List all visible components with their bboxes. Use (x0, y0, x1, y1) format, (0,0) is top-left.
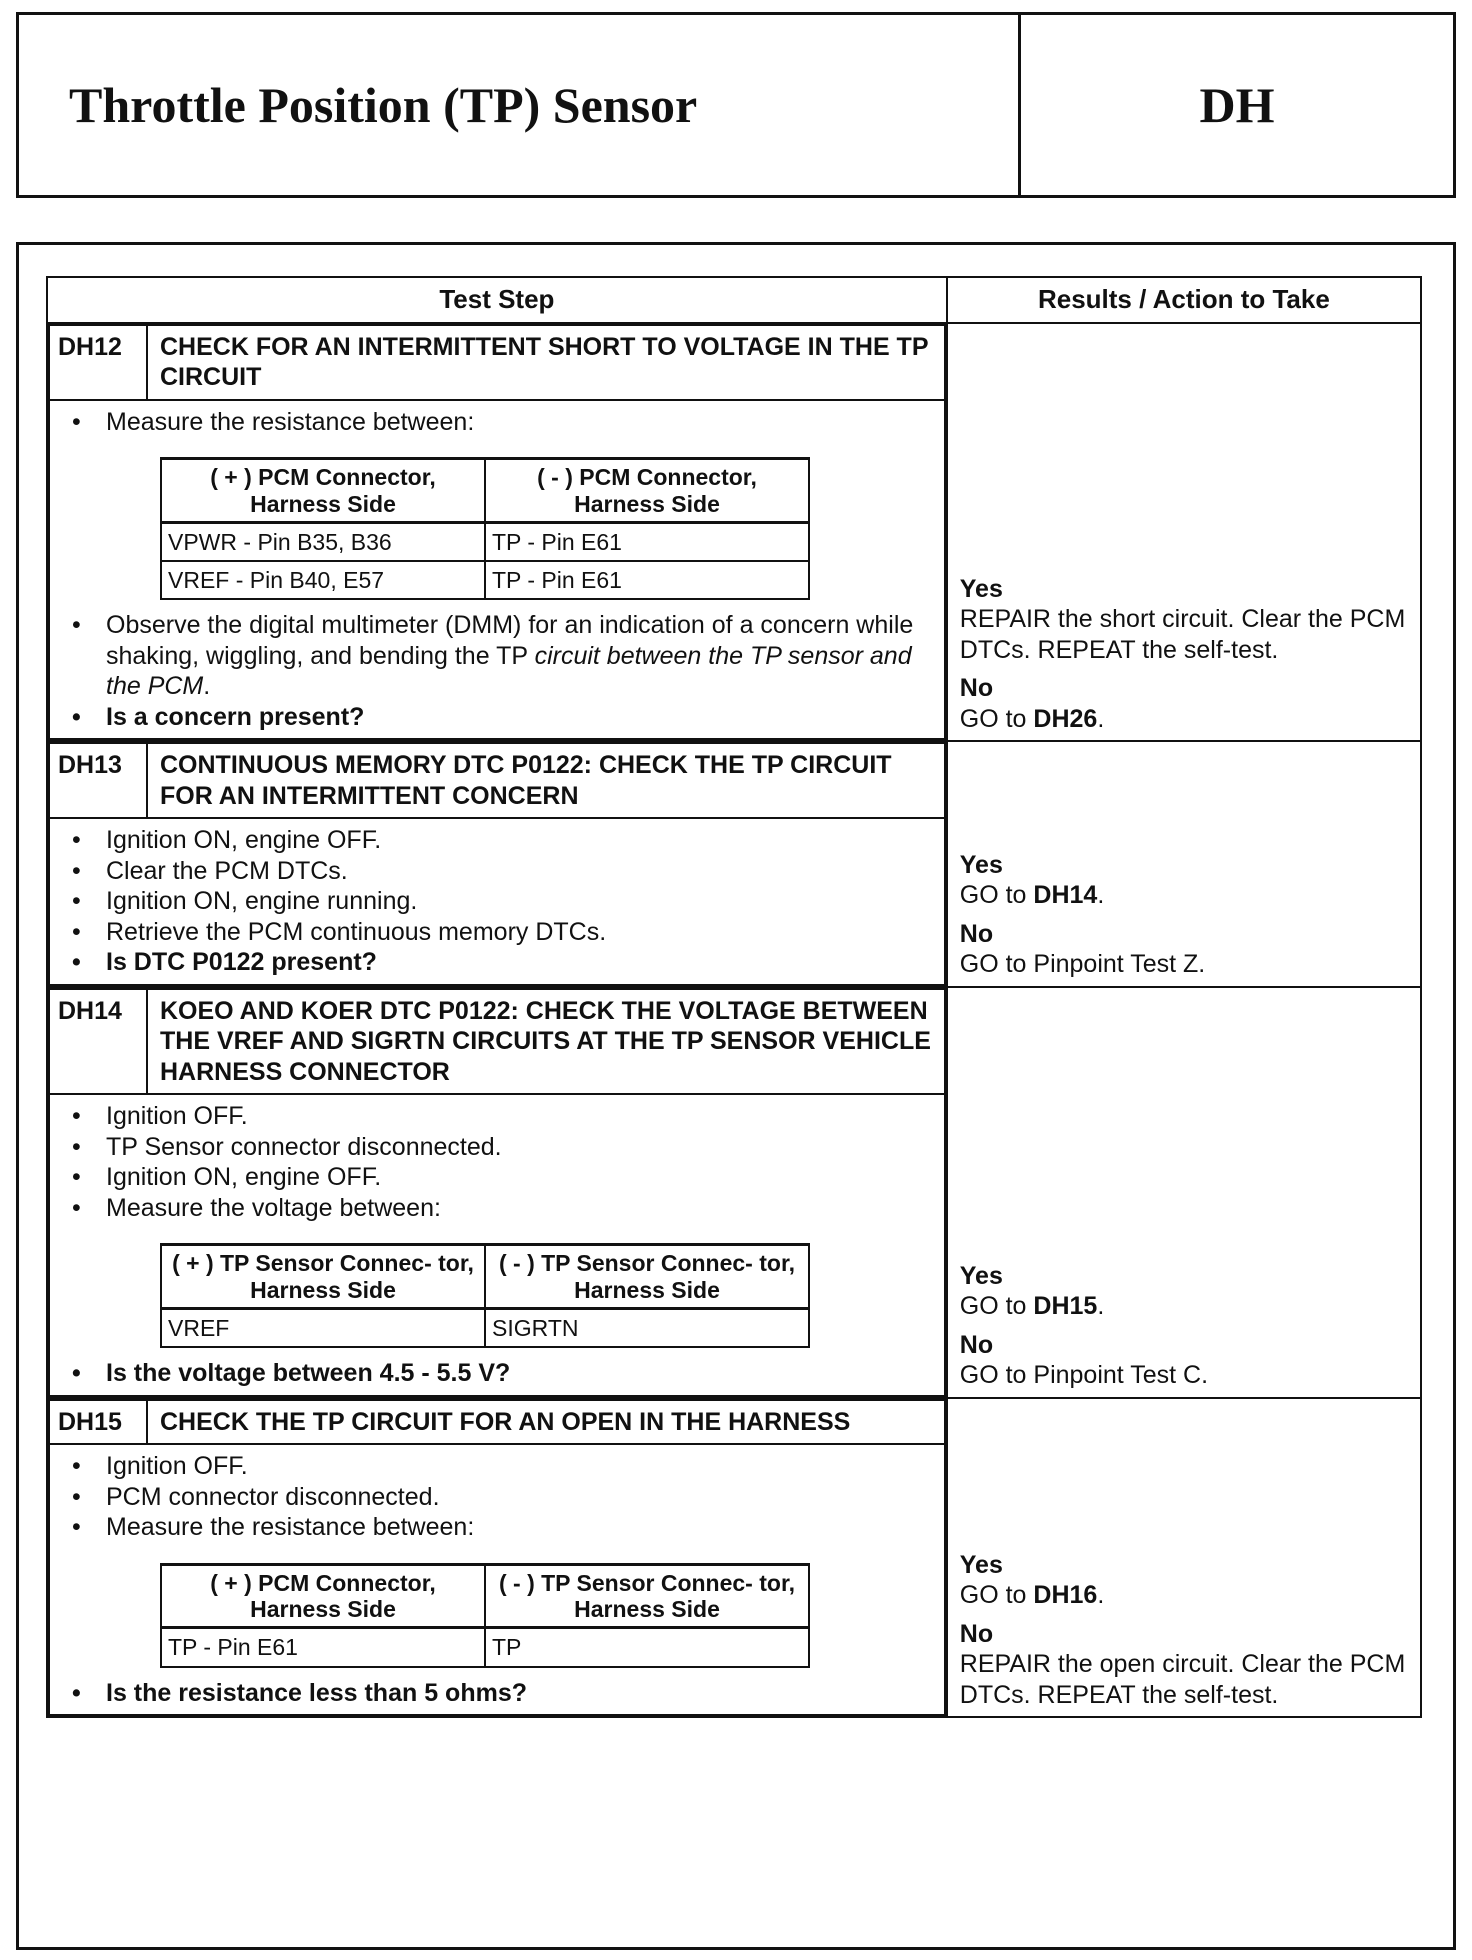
step-id: DH14 (49, 989, 147, 1095)
step-bullet-text: . (203, 672, 211, 701)
connector-table-header: ( - ) PCM Connector, Harness Side (485, 459, 809, 523)
result-yes-text: REPAIR the short circuit. Clear the PCM DTCs. REPEAT the self-test. (959, 605, 1406, 664)
step-bullet: • Retrieve the PCM continuous memory DTCs. (64, 917, 932, 948)
results-cell (947, 1398, 1421, 1717)
page-header (16, 12, 1456, 198)
step-bullet: • Ignition OFF. (64, 1451, 932, 1482)
test-step-row-dh14 (47, 987, 1421, 1398)
step-bullet: • Ignition ON, engine OFF. (64, 825, 932, 856)
step-reference: DH26 (1033, 704, 1098, 733)
result-no-text: GO to Pinpoint Test C. (959, 1361, 1209, 1390)
step-reference: DH14 (1033, 881, 1098, 910)
step-id: DH12 (49, 325, 147, 400)
result-yes-label: Yes (959, 850, 1003, 879)
result-yes-text (960, 1580, 1408, 1611)
step-title: CHECK THE TP CIRCUIT FOR AN OPEN IN THE HARNESS (147, 1400, 945, 1445)
connector-table-cell: SIGRTN (485, 1309, 809, 1348)
step-title: KOEO AND KOER DTC P0122: CHECK THE VOLTAGE BETWEEN THE VREF AND SIGRTN CIRCUITS AT THE TP SENSOR VEHICLE HARNESS CONNECTOR (147, 989, 945, 1095)
result-yes-label: Yes (959, 1550, 1003, 1579)
step-id: DH15 (49, 1400, 147, 1445)
connector-table (160, 457, 810, 600)
result-text: . (1097, 1581, 1105, 1610)
step-title: CHECK FOR AN INTERMITTENT SHORT TO VOLTAGE IN THE TP CIRCUIT (147, 325, 945, 400)
result-no-text (960, 704, 1408, 735)
step-question: • Is the voltage between 4.5 - 5.5 V? (64, 1358, 932, 1389)
step-reference: DH16 (1033, 1581, 1098, 1610)
step-question: • Is the resistance less than 5 ohms? (64, 1678, 932, 1709)
step-bullet: • Ignition ON, engine OFF. (64, 1162, 932, 1193)
result-text: . (1097, 1292, 1105, 1321)
test-step-row-dh13 (47, 741, 1421, 987)
connector-table (160, 1243, 810, 1348)
connector-table (160, 1563, 810, 1668)
step-bullet-text: Observe the digital multimeter (DMM) for an indication of a concern while shaking, wiggling, and bending the TP (106, 611, 914, 670)
result-no-label: No (959, 1330, 994, 1359)
connector-table-header: ( + ) PCM Connector, Harness Side (161, 459, 485, 523)
step-title: CONTINUOUS MEMORY DTC P0122: CHECK THE TP CIRCUIT FOR AN INTERMITTENT CONCERN (147, 743, 945, 818)
result-no-text: GO to Pinpoint Test Z. (959, 950, 1206, 979)
connector-table-header: ( + ) PCM Connector, Harness Side (161, 1564, 485, 1628)
step-bullet: • TP Sensor connector disconnected. (64, 1132, 932, 1163)
result-yes-text (960, 880, 1408, 911)
results-cell (947, 987, 1421, 1398)
step-bullet: • Measure the resistance between: (64, 407, 932, 438)
result-text: GO to (959, 1581, 1034, 1610)
result-text: GO to (959, 704, 1034, 733)
step-reference: DH15 (1033, 1292, 1098, 1321)
connector-table-header: ( - ) TP Sensor Connec- tor, Harness Side (485, 1564, 809, 1628)
result-no-text: REPAIR the open circuit. Clear the PCM DTCs. REPEAT the self-test. (959, 1650, 1406, 1709)
step-bullet: • Ignition OFF. (64, 1101, 932, 1132)
column-header-results: Results / Action to Take (947, 277, 1421, 323)
connector-table-cell: VREF (161, 1309, 485, 1348)
test-step-row-dh12 (47, 323, 1421, 741)
connector-table-cell: TP - Pin E61 (161, 1628, 485, 1667)
result-text: . (1097, 704, 1105, 733)
result-text: GO to (959, 881, 1034, 910)
results-cell (947, 323, 1421, 741)
connector-table-cell: TP (485, 1628, 809, 1667)
connector-table-cell: VPWR - Pin B35, B36 (161, 523, 485, 562)
step-bullet (64, 610, 932, 702)
result-no-label: No (959, 919, 994, 948)
step-question: • Is DTC P0122 present? (64, 947, 932, 978)
test-step-table (46, 276, 1422, 1718)
result-yes-label: Yes (959, 1261, 1003, 1290)
step-question: • Is a concern present? (64, 702, 932, 733)
section-code: DH (1018, 15, 1453, 195)
result-text: . (1097, 881, 1105, 910)
step-id: DH13 (49, 743, 147, 818)
step-bullet: • Clear the PCM DTCs. (64, 856, 932, 887)
results-cell (947, 741, 1421, 987)
connector-table-cell: VREF - Pin B40, E57 (161, 561, 485, 599)
test-step-row-dh15 (47, 1398, 1421, 1717)
connector-table-header: ( - ) TP Sensor Connec- tor, Harness Side (485, 1245, 809, 1309)
step-bullet: • Ignition ON, engine running. (64, 886, 932, 917)
column-header-test-step: Test Step (47, 277, 947, 323)
result-yes-label: Yes (959, 574, 1003, 603)
step-bullet: • Measure the resistance between: (64, 1512, 932, 1543)
connector-table-cell: TP - Pin E61 (485, 523, 809, 562)
step-bullet-italic-text: circuit between the TP sensor and the PCM (106, 641, 912, 701)
connector-table-cell: TP - Pin E61 (485, 561, 809, 599)
result-text: GO to (959, 1292, 1034, 1321)
connector-table-header: ( + ) TP Sensor Connec- tor, Harness Side (161, 1245, 485, 1309)
step-bullet: • PCM connector disconnected. (64, 1482, 932, 1513)
page-title: Throttle Position (TP) Sensor (69, 77, 698, 133)
step-bullet: • Measure the voltage between: (64, 1193, 932, 1224)
result-no-label: No (959, 674, 994, 703)
result-yes-text (960, 1291, 1408, 1322)
result-no-label: No (959, 1619, 994, 1648)
